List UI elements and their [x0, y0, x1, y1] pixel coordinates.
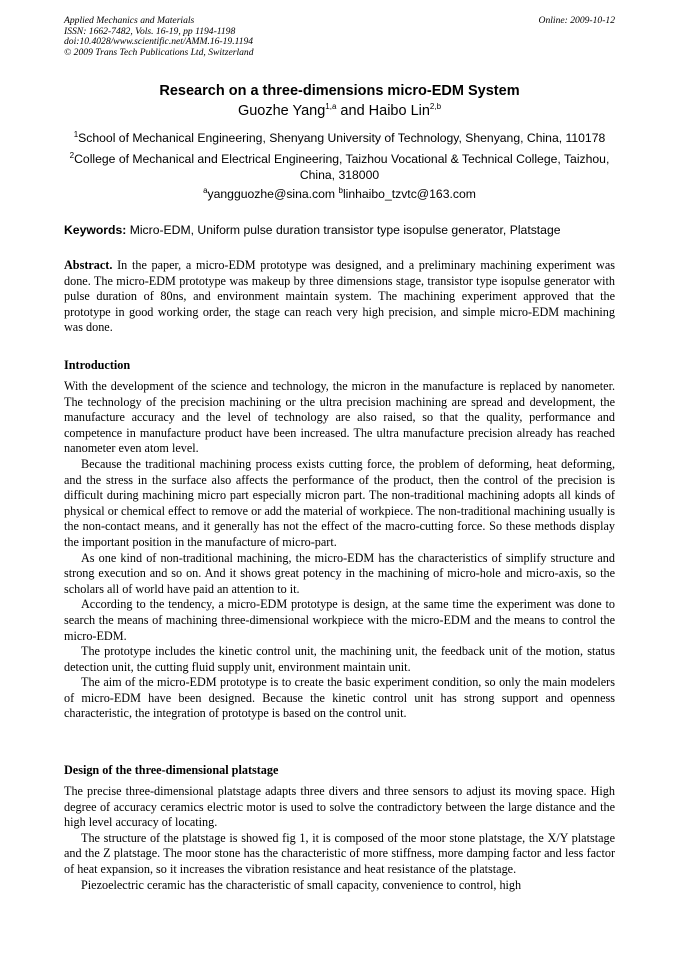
author-conjunction: and	[336, 103, 369, 119]
intro-paragraph: With the development of the science and technology, the micron in the manufacture is replaced by nanometer. The technology of the precision machining or the ultra precision machining are spread and development, the manufacture accuracy and the level of technology are also raised, so that the quality, performance and competence in manufacture product have been increased. The ultra manufacture precision already has reached nanometer even atom level.	[64, 379, 615, 456]
doi-line: doi:10.4028/www.scientific.net/AMM.16-19.1194	[64, 36, 254, 48]
email-line	[64, 187, 615, 201]
email-a-superscript: a	[203, 185, 208, 195]
author-1: Guozhe Yang	[237, 103, 326, 119]
affiliation-2-superscript: 2	[69, 150, 75, 160]
email-a: yangguozhe@sina.com	[207, 187, 336, 201]
introduction-body	[64, 379, 615, 722]
copyright-line: © 2009 Trans Tech Publications Ltd, Switzerland	[64, 46, 254, 58]
keywords-label: Keywords:	[64, 223, 127, 237]
intro-paragraph: As one kind of non-traditional machining, the micro-EDM has the characteristics of simplify structure and strong execution and so on. And it shows great potency in the machining of micro-hole and micro-axis, so the scholars all of world have paid an attention to it.	[64, 550, 615, 596]
keywords	[64, 223, 615, 237]
design-heading: Design of the three-dimensional platstage	[64, 763, 279, 777]
keywords-text: Micro-EDM, Uniform pulse duration transistor type isopulse generator, Platstage	[126, 223, 561, 237]
intro-paragraph: Because the traditional machining process exists cutting force, the problem of deforming, heat deforming, and the stress in the surface also affects the performance of the product, then the control of the precision is difficult during machining micro part especially micron part. The non-traditional machining adopts all kinds of physical or chemical effect to remove or add the material of workpiece. The non-traditional machining usually is the non-contact means, and it generally has not the effect of the macro-cutting force. So these methods display the important position in the manufacture of micro-part.	[64, 456, 615, 549]
author-line	[64, 103, 615, 119]
author-1-superscript: 1,a	[325, 102, 337, 112]
email-b: linhaibo_tzvtc@163.com	[342, 187, 476, 201]
intro-paragraph: According to the tendency, a micro-EDM prototype is design, at the same time the experiment was done to search the means of machining three-dimensional workpiece with the micro-EDM and the means to control the micro-EDM.	[64, 597, 615, 643]
online-date: Online: 2009-10-12	[538, 15, 615, 26]
design-body	[64, 784, 615, 893]
affiliation-2-text: College of Mechanical and Electrical Engineering, Taizhou Vocational & Technical College, Taizhou, China, 318000	[74, 152, 610, 182]
paper-title: Research on a three-dimensions micro-EDM System	[159, 83, 520, 99]
design-paragraph: The precise three-dimensional platstage adapts three divers and three sensors to adjust its moving space. High degree of accuracy ceramics electric motor is used to solve the contradictory between the large distance and the high level accuracy of locating.	[64, 784, 615, 830]
email-b-superscript: b	[338, 185, 343, 195]
affiliation-1-superscript: 1	[73, 129, 79, 139]
design-paragraph: The structure of the platstage is showed fig 1, it is composed of the moor stone platstage, the X/Y platstage and the Z platstage. The moor stone has the characteristic of more stiffness, more damping factor and less factor of heat expansion, so it increases the vibration resistance and heat resistance of the platstage.	[64, 830, 615, 876]
journal-name: Applied Mechanics and Materials	[64, 15, 195, 26]
running-header-left	[64, 16, 394, 58]
author-2-superscript: 2,b	[429, 102, 442, 112]
issn-line: ISSN: 1662-7482, Vols. 16-19, pp 1194-1198	[64, 25, 236, 37]
introduction-heading: Introduction	[64, 358, 131, 372]
intro-paragraph: The aim of the micro-EDM prototype is to create the basic experiment condition, so only the main modelers of micro-EDM have been designed. Because the kinetic control unit has strong support and openness characteristic, the integration of prototype is based on the control unit.	[64, 675, 615, 721]
design-paragraph: Piezoelectric ceramic has the characteristic of small capacity, convenience to control, high	[81, 877, 522, 892]
abstract-label: Abstract.	[64, 258, 113, 272]
affiliation-1-text: School of Mechanical Engineering, Shenyang University of Technology, Shenyang, China, 110178	[78, 131, 606, 145]
abstract-text: In the paper, a micro-EDM prototype was designed, and a preliminary machining experiment was done. The micro-EDM prototype was makeup by three dimensions stage, transistor type isopulse generator with pulse duration of 80ns, and environment maintain system. The machining experiment approved that the prototype in good working order, the stage can reach very high precision, and simple micro-EDM machining was done.	[64, 258, 615, 335]
abstract	[64, 258, 615, 336]
affiliation-2	[64, 151, 615, 183]
intro-paragraph: The prototype includes the kinetic control unit, the machining unit, the feedback unit of the motion, status detection unit, the cutting fluid supply unit, environment maintain unit.	[64, 644, 615, 674]
affiliation-1	[64, 130, 615, 146]
author-2: Haibo Lin	[368, 103, 430, 119]
